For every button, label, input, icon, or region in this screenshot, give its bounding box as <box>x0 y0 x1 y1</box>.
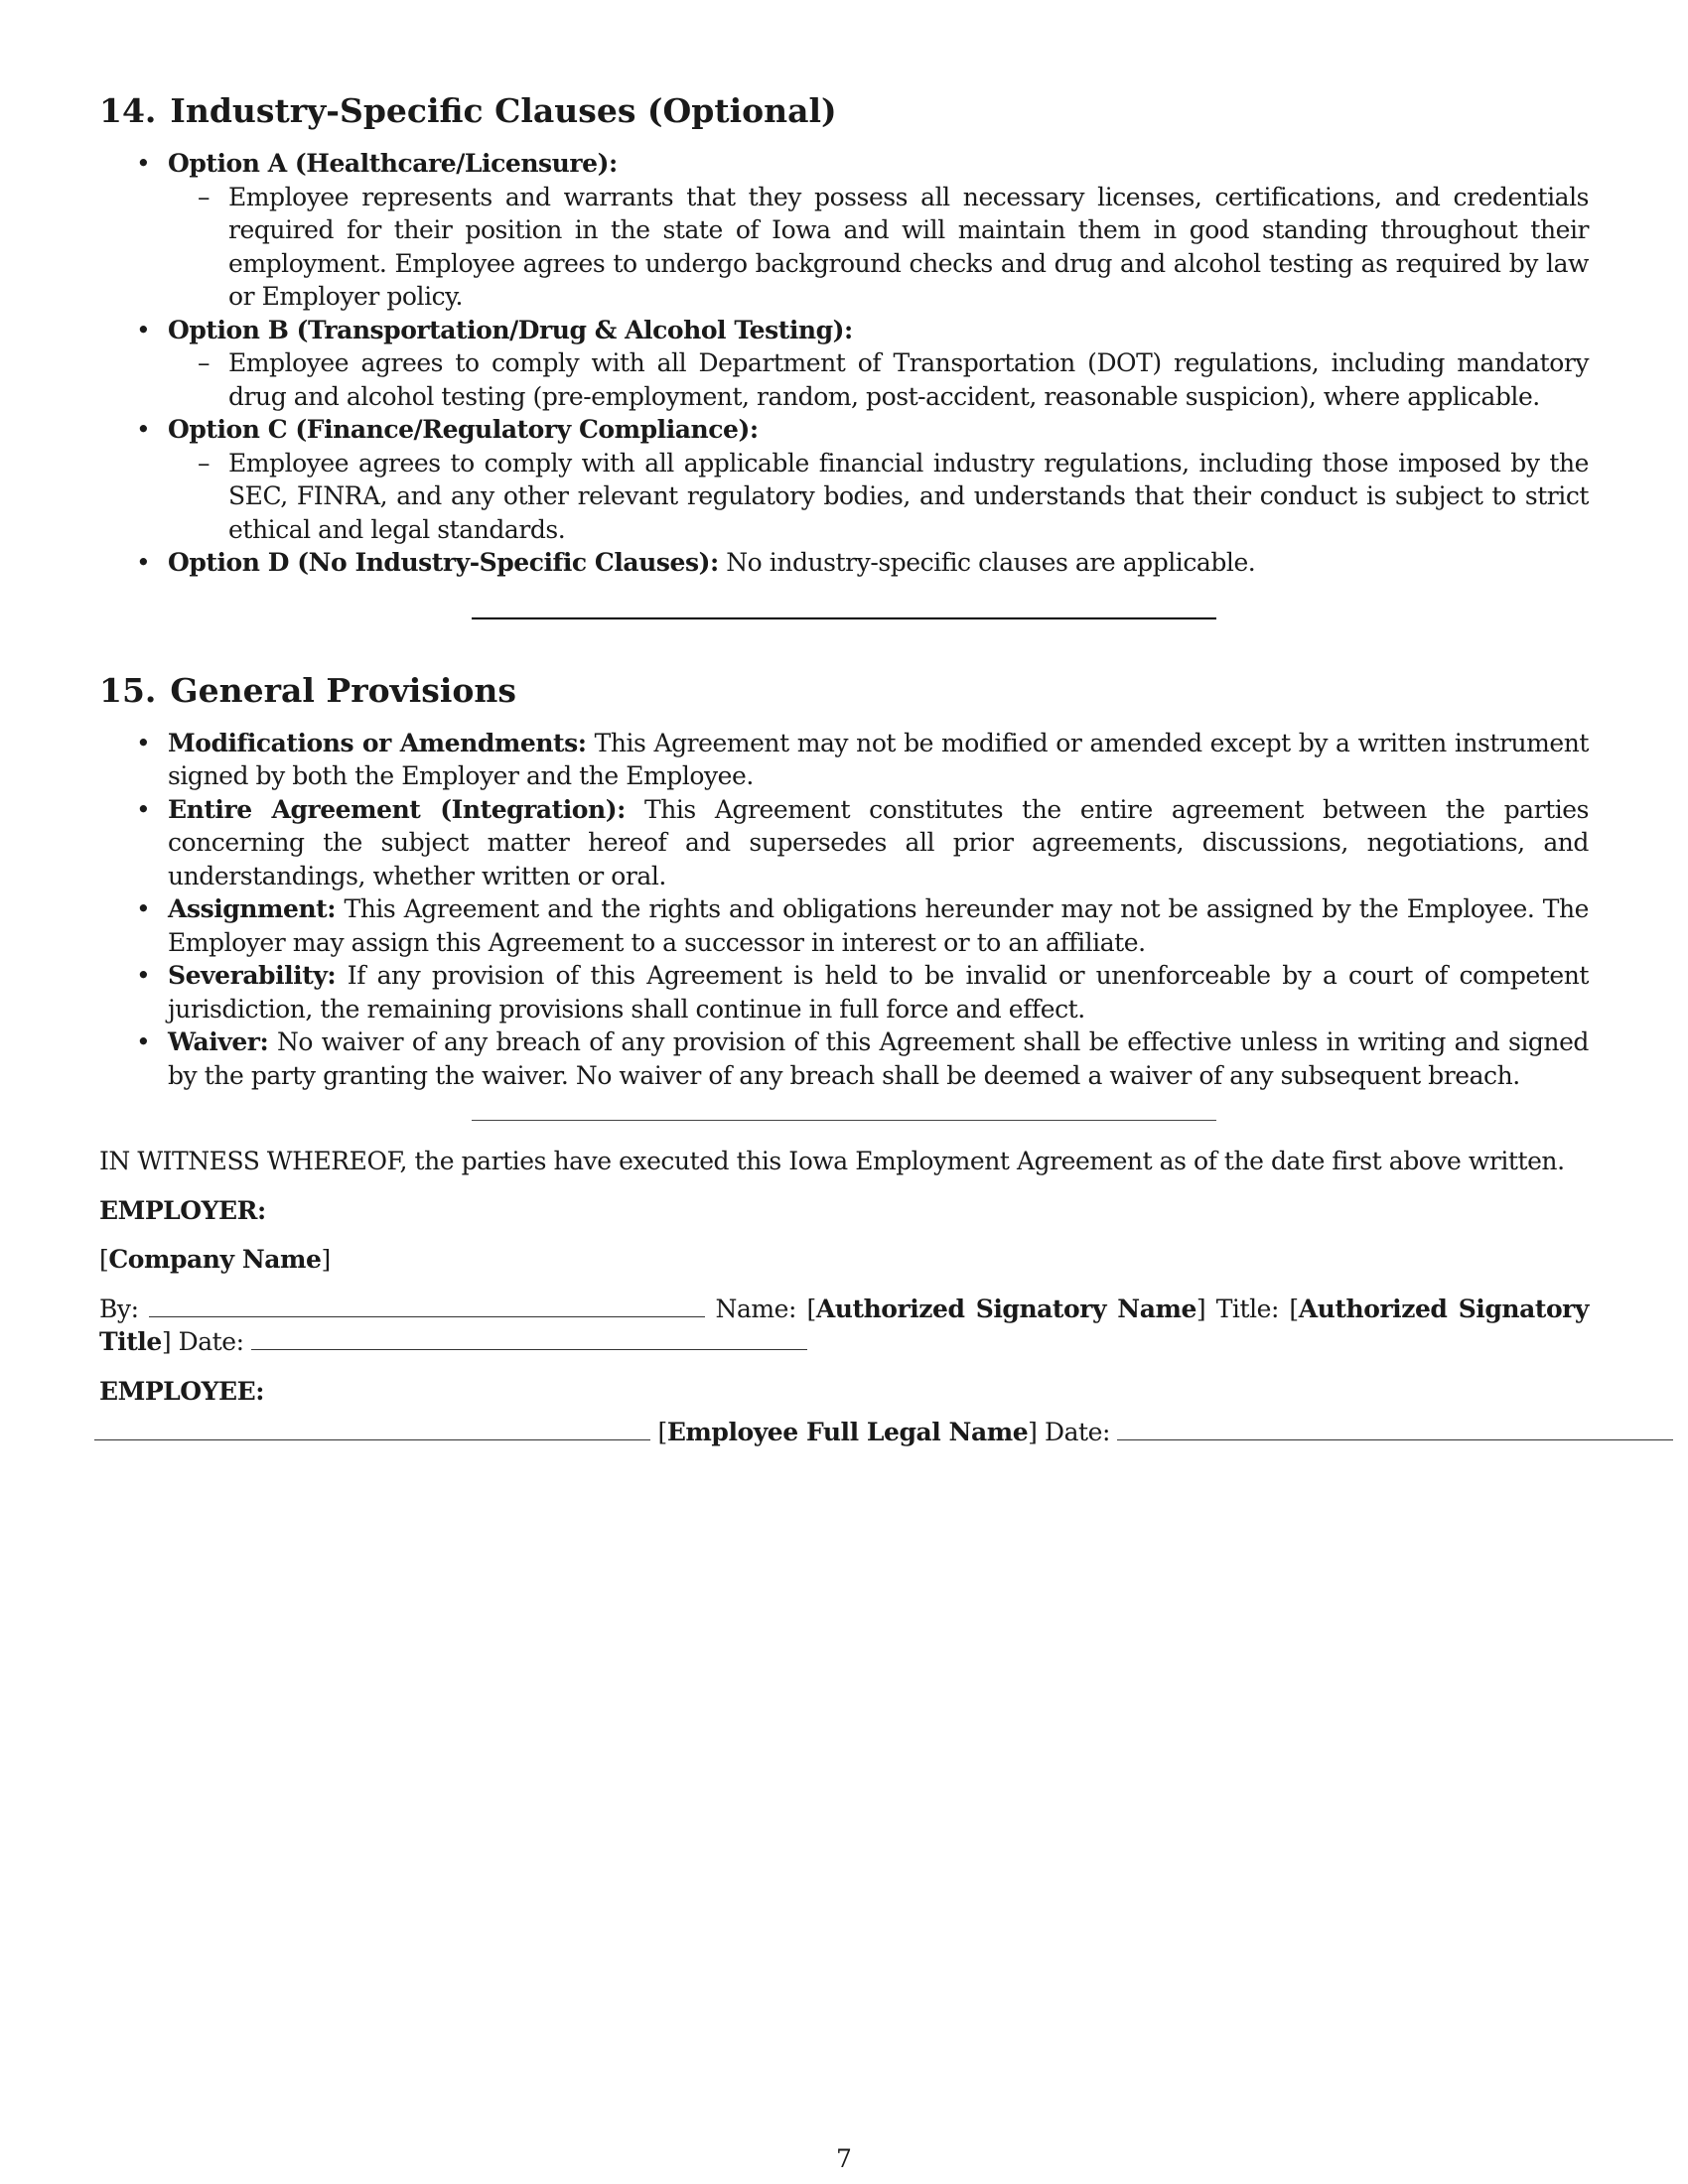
option-a-label: Option A (Healthcare/Licensure): <box>168 149 618 178</box>
signatory-name: Authorized Signatory Name <box>815 1294 1196 1323</box>
bracket: [ <box>99 1245 109 1274</box>
section-14-list <box>99 147 1589 580</box>
provision-label: Entire Agreement (Integration): <box>168 794 626 824</box>
page-number: 7 <box>836 2144 852 2173</box>
provision-label: Assignment: <box>168 894 337 923</box>
employee-date-line[interactable] <box>1117 1418 1673 1440</box>
section-15-list <box>99 727 1589 1093</box>
title-label: Title: <box>1215 1294 1279 1323</box>
section-title: General Provisions <box>170 670 517 710</box>
sub-list <box>168 447 1589 547</box>
list-item <box>99 413 1589 546</box>
provision-text: If any provision of this Agreement is held to be invalid or unenforceable by a court of competent jurisdiction, the remaining provisions shall continue in full force and effect. <box>168 961 1589 1024</box>
provision-text: This Agreement may not be modified or amended except by a written instrument signed by both the Employer and the Employee. <box>168 728 1589 790</box>
list-item <box>99 546 1589 580</box>
option-b-label: Option B (Transportation/Drug & Alcohol Testing): <box>168 315 853 344</box>
provision-label: Modifications or Amendments: <box>168 728 587 757</box>
employee-signature-line[interactable] <box>94 1418 650 1440</box>
section-14-heading <box>99 89 1589 133</box>
provision-label: Severability: <box>168 961 337 990</box>
employer-heading: EMPLOYER: <box>99 1195 266 1225</box>
signatory-title: Authorized Signatory Title <box>99 1294 1589 1356</box>
list-item <box>99 793 1589 893</box>
provision-text: No waiver of any breach of any provision of this Agreement shall be effective unless in writing and signed by the party granting the waiver. No waiver of any breach shall be deemed a waiver of any subsequent breach. <box>168 1027 1589 1090</box>
date-label: Date: <box>178 1327 244 1356</box>
sub-list-item: – Employee agrees to comply with all applicable financial industry regulations, including those imposed by the SEC, FINRA, and any other relevant regulatory bodies, and understands that their conduct is subject to strict ethical and legal standards. <box>168 447 1589 547</box>
bracket: ] <box>321 1245 331 1274</box>
list-item <box>99 147 1589 314</box>
date-label: Date: <box>1044 1418 1110 1446</box>
section-title: Industry-Specific Clauses (Optional) <box>170 91 837 130</box>
sub-list-item: – Employee agrees to comply with all Department of Transportation (DOT) regulations, including mandatory drug and alcohol testing (pre-employment, random, post-accident, reasonable suspicion), where applicable. <box>168 346 1589 413</box>
option-d-text: No industry-specific clauses are applicable. <box>726 548 1256 577</box>
employee-signature-row <box>99 1416 1589 1455</box>
company-name: Company Name <box>108 1245 322 1274</box>
employer-date-line[interactable] <box>251 1327 807 1350</box>
provision-label: Waiver: <box>168 1027 269 1056</box>
employer-signature-block: By: Name: [Authorized Signatory Name] Title: [Authorized Signatory Title] Date: <box>99 1294 1589 1356</box>
list-item <box>99 892 1589 959</box>
sub-list-item: – Employee represents and warrants that they possess all necessary licenses, certifications, and credentials required for their position in the state of Iowa and will maintain them in good standing throughout their employment. Employee agrees to undergo background checks and drug and alcohol testing as required by law or Employer policy. <box>168 181 1589 314</box>
list-item <box>99 1025 1589 1092</box>
document-page <box>99 89 1589 1455</box>
section-15-heading <box>99 669 1589 713</box>
witness-statement: IN WITNESS WHEREOF, the parties have executed this Iowa Employment Agreement as of the date first above written. <box>99 1147 1565 1175</box>
section-divider <box>472 617 1216 619</box>
by-label: By: <box>99 1294 139 1323</box>
company-name-line <box>99 1243 1589 1277</box>
provision-text: This Agreement constitutes the entire agreement between the parties concerning the subject matter hereof and supersedes all prior agreements, discussions, negotiations, and understandings, whether written or oral. <box>168 794 1589 890</box>
list-item <box>99 959 1589 1025</box>
sub-list <box>168 346 1589 413</box>
list-item <box>99 314 1589 414</box>
section-number: 15. <box>99 670 157 710</box>
employer-signature-line[interactable] <box>149 1295 705 1317</box>
employee-name: Employee Full Legal Name <box>666 1418 1029 1446</box>
sub-list <box>168 181 1589 314</box>
option-c-label: Option C (Finance/Regulatory Compliance): <box>168 415 759 444</box>
employee-signature-block: [Employee Full Legal Name] Date: <box>94 1416 1683 1449</box>
name-label: Name: <box>715 1294 797 1323</box>
section-number: 14. <box>99 91 157 130</box>
section-divider <box>472 1120 1216 1121</box>
provision-text: This Agreement and the rights and obligations hereunder may not be assigned by the Employee. The Employer may assign this Agreement to a successor in interest or to an affiliate. <box>168 894 1590 957</box>
list-item <box>99 727 1589 793</box>
employee-heading: EMPLOYEE: <box>99 1376 265 1406</box>
option-d-label: Option D (No Industry-Specific Clauses): <box>168 548 719 577</box>
